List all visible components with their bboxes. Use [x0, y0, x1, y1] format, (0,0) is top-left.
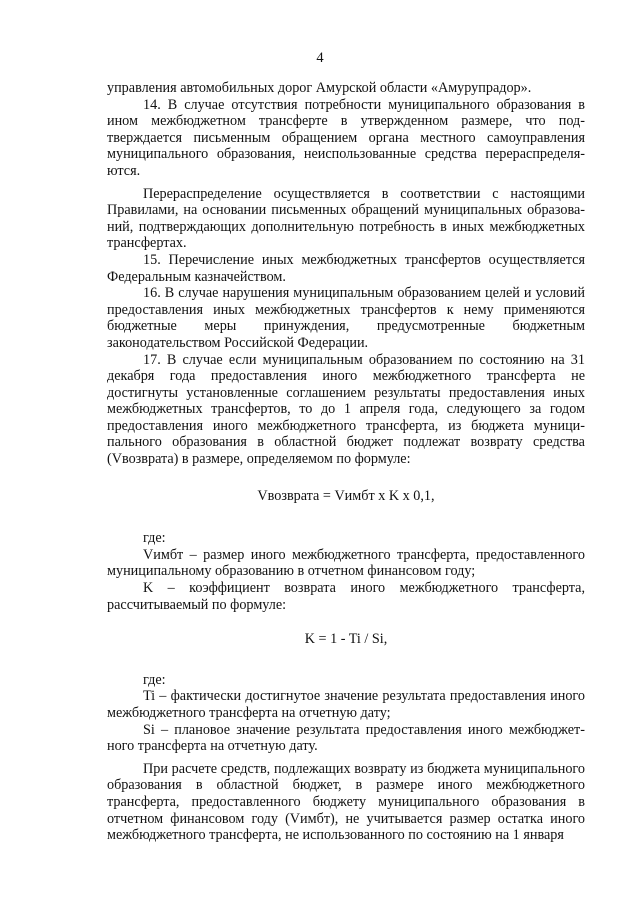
- definition-ti: Ti – фактически достигнутое значение результата предоставления иного межбюджетного трансферта на отчетную дату;: [107, 688, 585, 721]
- paragraph-item-15: 15. Перечисление иных межбюджетных трансфертов осуществляется Федеральным казначейством.: [107, 251, 585, 285]
- paragraph-item-17: 17. В случае если муниципальным образованием по состоянию на 31 декабря года предоставления иного межбюджетного трансферта не достигнуты установленные соглашением результаты предоставления иных межбюджетных трансфертов, то до 1 апреля года, следующего за годом предоставления иного межбюджетного трансферта, из бюджета муниципального образования в областной бюджет подлежат возврату средства (Vвозврата) в размере, определяемом по формуле:: [107, 351, 585, 468]
- document-body: [107, 80, 585, 844]
- formula-coefficient: K = 1 - Ti / Si,: [304, 631, 388, 648]
- where-label-2: где:: [143, 671, 166, 688]
- definition-si: Si – плановое значение результата предоставления иного межбюджетного трансферта на отчетную дату.: [107, 721, 585, 755]
- page-number: 4: [316, 50, 324, 66]
- paragraph-item-14: 14. В случае отсутствия потребности муниципального образования в ином межбюджетном трансферте в утвержденном размере, что подтверждается письменным обращением органа местного самоуправления муниципального образования, неиспользованные средства перераспределяются.: [107, 96, 585, 179]
- definition-vimbt: Vимбт – размер иного межбюджетного трансферта, предоставленного муниципальному образованию в отчетном финансовом году;: [107, 546, 585, 580]
- paragraph-redistribution: Перераспределение осуществляется в соответствии с настоящими Правилами, на основании письменных обращений муниципальных образований, подтверждающих дополнительную потребность в иных межбюджетных трансфертах.: [107, 185, 585, 252]
- paragraph-continuation: управления автомобильных дорог Амурской области «Амурупрадор».: [107, 80, 532, 96]
- definition-k: K – коэффициент возврата иного межбюджетного трансферта, рассчитываемый по формуле:: [107, 580, 585, 613]
- formula-refund: Vвозврата = Vимбт x K x 0,1,: [257, 487, 435, 504]
- paragraph-calculation: При расчете средств, подлежащих возврату из бюджета муниципального образования в областной бюджет, в размере иного межбюджетного трансферта, предоставленного бюджету муниципального образования в отчетном финансовом году (Vимбт), не учитывается размер остатка иного межбюджетного трансферта, не использованного по состоянию на 1 января: [107, 760, 585, 844]
- where-label-1: где:: [143, 530, 166, 547]
- paragraph-item-16: 16. В случае нарушения муниципальным образованием целей и условий предоставления иных межбюджетных трансфертов к нему применяются бюджетные меры принуждения, предусмотренные бюджетным законодательством Российской Федерации.: [107, 285, 585, 351]
